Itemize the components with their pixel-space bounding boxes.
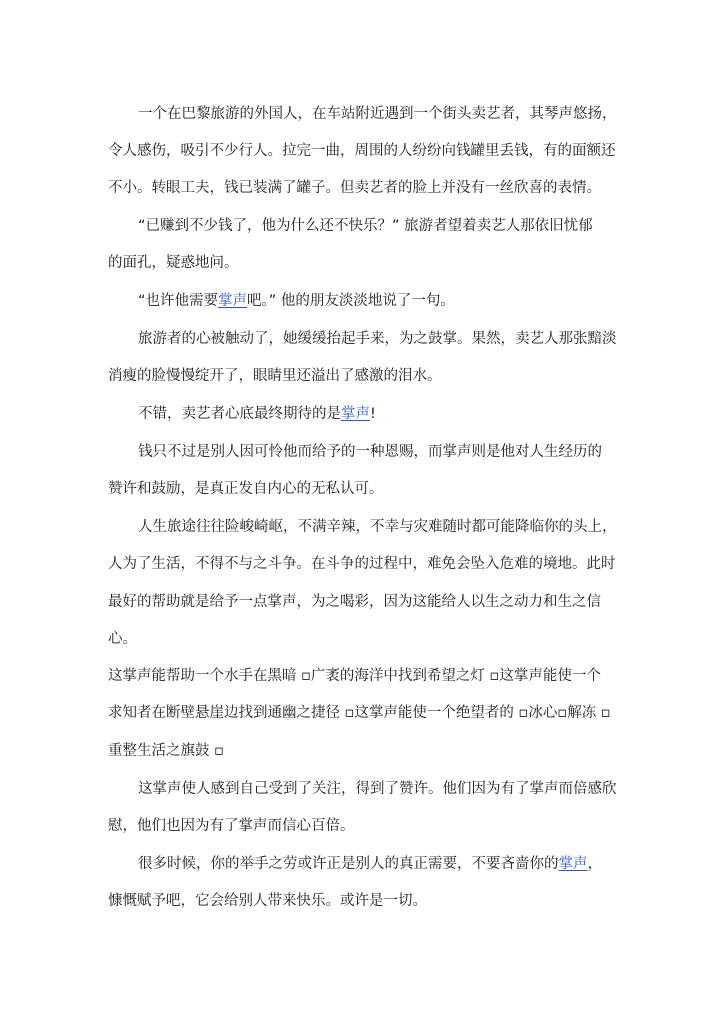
paragraph-8-line-1: 这掌声能帮助一个水手在黑暗 ▫广袤的海洋中找到希望之灯 ▫这掌声能使一个 <box>108 668 601 684</box>
paragraph-6-line-2: 赞许和鼓励，是真正发自内心的无私认可。 <box>108 481 384 497</box>
paragraph-3-text-before: “也许他需要 <box>138 293 219 309</box>
paragraph-8-line-2: 求知者在断壁悬崖边找到通幽之捷径 ▫这掌声能使一个绝望者的 ▫冰心▫解冻 ▫ <box>108 705 611 721</box>
paragraph-2-line-2: 的面孔，疑惑地问。 <box>108 255 239 271</box>
paragraph-8-line-3: 重整生活之旗鼓 ▫ <box>108 743 224 759</box>
paragraph-10-text-before: 很多时候，你的举手之劳或许正是别人的真正需要，不要吝啬你的 <box>138 856 559 872</box>
applause-link-1[interactable]: 掌声 <box>218 293 248 309</box>
paragraph-1-line-3: 不小。转眼工夫，钱已装满了罐子。但卖艺者的脸上并没有一丝欣喜的表情。 <box>108 180 601 196</box>
paragraph-1-line-1: 一个在巴黎旅游的外国人，在车站附近遇到一个街头卖艺者，其琴声悠扬， <box>138 106 617 122</box>
paragraph-5-line-1 <box>138 404 376 424</box>
paragraph-4-line-1: 旅游者的心被触动了，她缓缓抬起手来，为之鼓掌。果然，卖艺人那张黯淡 <box>138 331 617 347</box>
paragraph-9-line-1: 这掌声使人感到自己受到了关注，得到了赞许。他们因为有了掌声而倍感欣 <box>138 781 617 797</box>
paragraph-3-text-after: 吧。” 他的朋友淡淡地说了一句。 <box>247 293 455 309</box>
paragraph-7-line-1: 人生旅途往往险峻崎岖，不满辛辣，不幸与灾难随时都可能降临你的头上， <box>138 519 617 535</box>
paragraph-5-text-after: ! <box>370 406 376 422</box>
paragraph-7-line-3: 最好的帮助就是给予一点掌声，为之喝彩，因为这能给人以生之动力和生之信 <box>108 594 601 610</box>
paragraph-1-line-2: 令人感伤，吸引不少行人。拉完一曲，周围的人纷纷向钱罐里丢钱，有的面额还 <box>108 143 616 159</box>
paragraph-5-text-before: 不错，卖艺者心底最终期待的是 <box>138 406 341 422</box>
paragraph-7-line-4: 心。 <box>108 631 137 647</box>
paragraph-10-line-1 <box>138 854 602 874</box>
paragraph-10-text-after: ， <box>587 856 602 872</box>
paragraph-9-line-2: 慰，他们也因为有了掌声而信心百倍。 <box>108 818 355 834</box>
paragraph-10-line-2: 慷慨赋予吧，它会给别人带来快乐。或许是一切。 <box>108 893 427 909</box>
paragraph-7-line-2: 人为了生活，不得不与之斗争。在斗争的过程中，难免会坠入危难的境地。此时 <box>108 556 616 572</box>
applause-link-3[interactable]: 掌声 <box>558 856 588 872</box>
applause-link-2[interactable]: 掌声 <box>341 406 370 422</box>
paragraph-3-line-1 <box>138 291 455 311</box>
paragraph-6-line-1: 钱只不过是别人因可怜他而给予的一种恩赐，而掌声则是他对人生经历的 <box>138 444 602 460</box>
paragraph-4-line-2: 消瘦的脸慢慢绽开了，眼睛里还溢出了感激的泪水。 <box>108 368 442 384</box>
paragraph-2-line-1: “已赚到不少钱了，他为什么还不快乐？” 旅游者望着卖艺人那依旧忧郁 <box>138 218 593 234</box>
